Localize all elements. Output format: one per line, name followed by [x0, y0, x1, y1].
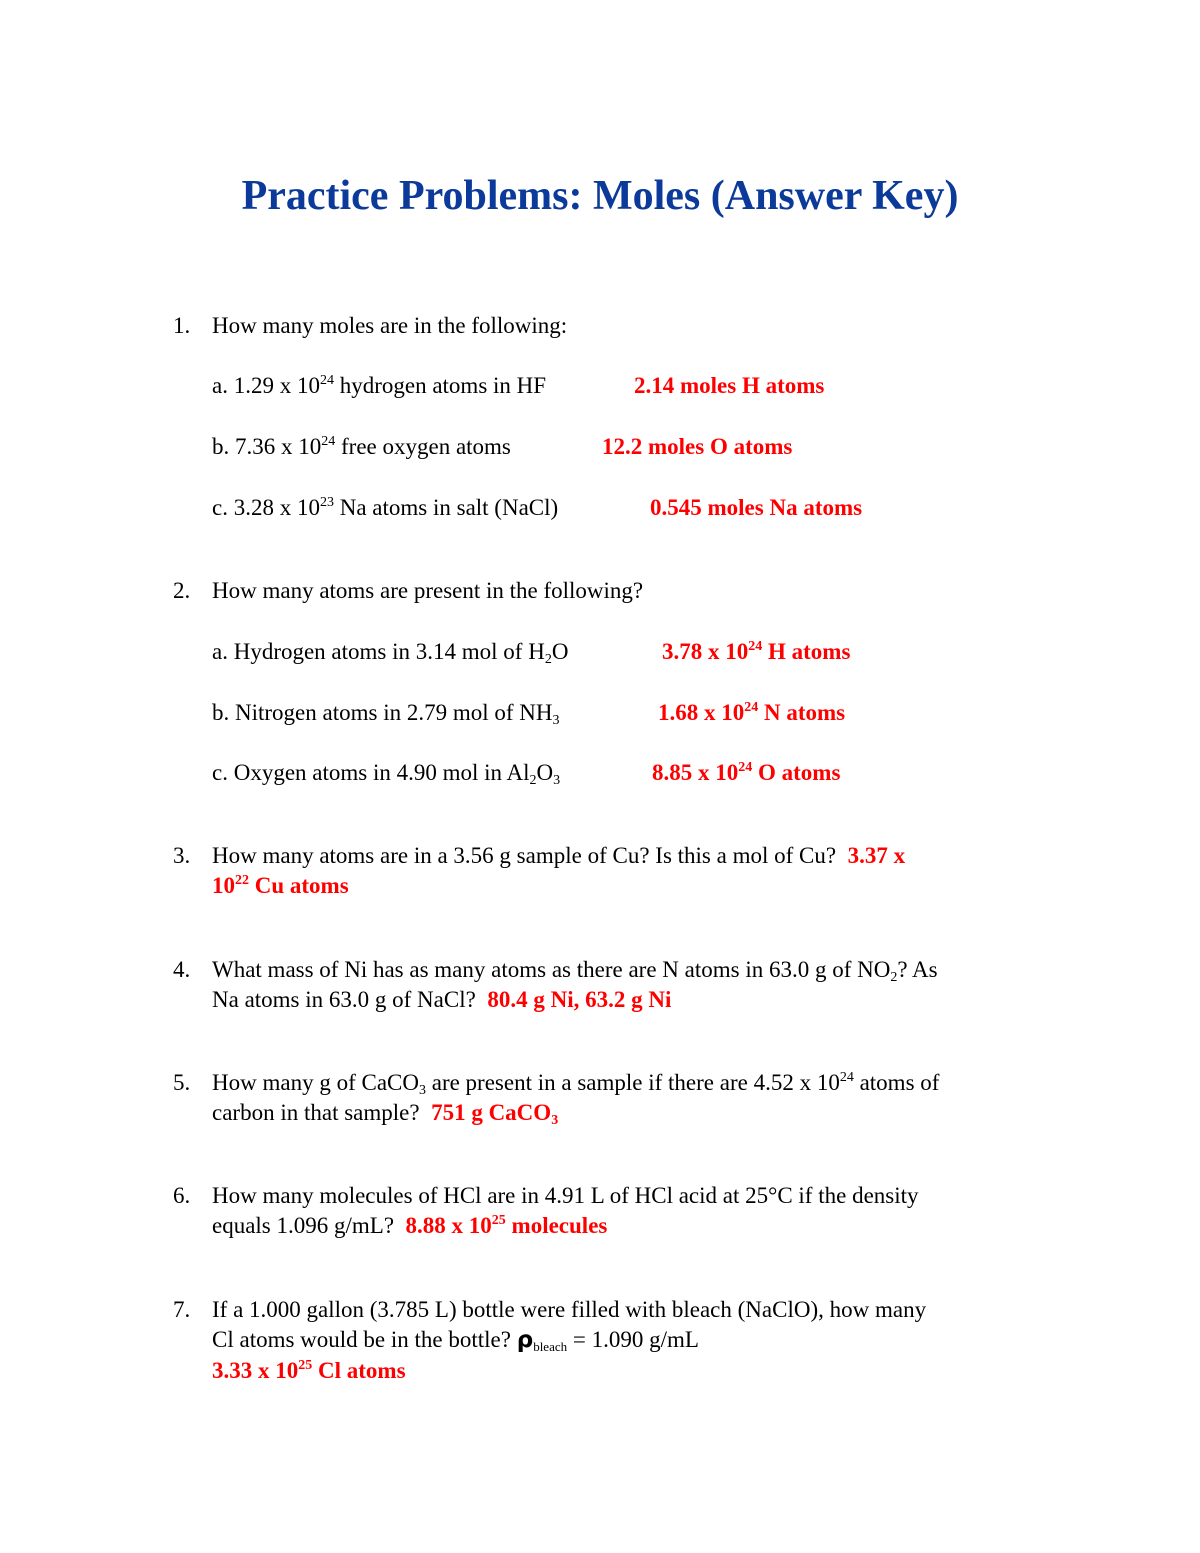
q1c-exponent: 23 [319, 495, 334, 510]
q7-density-value: = 1.090 g/mL [567, 1327, 699, 1352]
q1a-text-post: hydrogen atoms in HF [333, 373, 547, 398]
q2c-answer-pre: 8.85 x 10 [652, 760, 739, 785]
q6-answer-exponent: 25 [491, 1213, 506, 1228]
q1c-answer: 0.545 moles Na atoms [650, 495, 863, 520]
q2b-item [212, 698, 560, 728]
q1c-item [212, 493, 558, 523]
q4-line-1 [212, 955, 938, 985]
q7-answer-exponent: 25 [298, 1358, 313, 1373]
q5-text-pre: How many g of CaCO [212, 1070, 419, 1095]
q5-text-post: atoms of [853, 1070, 940, 1095]
q6-text-line-2: equals 1.096 g/mL? [212, 1213, 395, 1238]
q5-answer-subscript: 3 [551, 1113, 559, 1128]
q1b-item [212, 432, 511, 462]
q2c-subscript-1: 2 [529, 773, 537, 788]
q2b-answer-post: N atoms [758, 700, 846, 725]
q3-line-1 [212, 841, 905, 871]
q2c-text-pre: c. Oxygen atoms in 4.90 mol in Al [212, 760, 530, 785]
q3-number: 3. [173, 843, 191, 868]
q2c-text-mid: O [536, 760, 554, 785]
q1a-exponent: 24 [319, 373, 334, 388]
q6-line-1: How many molecules of HCl are in 4.91 L of HCl acid at 25°C if the density [212, 1183, 919, 1208]
q3-answer-post: Cu atoms [249, 873, 349, 898]
q2b-answer [658, 698, 845, 728]
q1c-text-pre: c. 3.28 x 10 [212, 495, 320, 520]
q5-line-1 [212, 1068, 939, 1098]
q3-answer-exponent: 22 [235, 873, 249, 888]
q6-line-2 [212, 1211, 607, 1241]
q2-number: 2. [173, 578, 191, 603]
q4-subscript: 2 [890, 970, 898, 985]
q1c-text-post: Na atoms in salt (NaCl) [333, 495, 559, 520]
q3-answer-pre: 3.37 x [847, 843, 906, 868]
q6-number: 6. [173, 1183, 191, 1208]
q7-text-line-2: Cl atoms would be in the bottle? [212, 1327, 511, 1352]
q1a-answer: 2.14 moles H atoms [634, 373, 825, 398]
q2b-subscript: 3 [552, 713, 560, 728]
q7-number: 7. [173, 1297, 191, 1322]
q5-answer [431, 1100, 559, 1128]
q4-text-post: ? As [897, 957, 938, 982]
q2a-answer [662, 637, 850, 667]
q1a-text-pre: a. 1.29 x 10 [212, 373, 320, 398]
q7-line-2 [212, 1325, 699, 1355]
q2c-answer [652, 758, 840, 788]
rho-subscript: bleach [533, 1339, 568, 1354]
q6-answer [406, 1213, 608, 1238]
q4-answer: 80.4 g Ni, 63.2 g Ni [487, 987, 672, 1012]
q6-answer-post: molecules [505, 1213, 608, 1238]
q2b-text-pre: b. Nitrogen atoms in 2.79 mol of NH [212, 700, 553, 725]
q5-subscript: 3 [418, 1083, 426, 1098]
q2c-answer-post: O atoms [752, 760, 841, 785]
q2a-text-pre: a. Hydrogen atoms in 3.14 mol of H [212, 639, 545, 664]
q5-text-line-2: carbon in that sample? [212, 1100, 420, 1125]
q2c-item [212, 758, 560, 788]
q7-answer-post: Cl atoms [312, 1358, 406, 1383]
q2a-answer-post: H atoms [762, 639, 851, 664]
q4-number: 4. [173, 957, 191, 982]
q4-text-line-2: Na atoms in 63.0 g of NaCl? [212, 987, 476, 1012]
q5-line-2 [212, 1098, 558, 1128]
q7-answer [212, 1356, 406, 1386]
rho-symbol: ρ [516, 1327, 534, 1353]
q2c-subscript-2: 3 [553, 773, 561, 788]
q3-answer-base: 10 [212, 873, 235, 898]
q2a-subscript: 2 [544, 652, 552, 667]
q1b-answer: 12.2 moles O atoms [602, 434, 793, 459]
q5-answer-pre: 751 g CaCO [431, 1100, 552, 1125]
q2c-answer-exponent: 24 [738, 760, 753, 775]
q2-text: How many atoms are present in the following? [212, 578, 644, 603]
q2b-answer-exponent: 24 [744, 700, 759, 715]
q7-answer-pre: 3.33 x 10 [212, 1358, 299, 1383]
page-title: Practice Problems: Moles (Answer Key) [241, 173, 959, 219]
q1a-item [212, 371, 546, 401]
q1b-exponent: 24 [321, 434, 336, 449]
q1b-text-post: free oxygen atoms [335, 434, 511, 459]
q3-answer-line-2 [212, 871, 349, 901]
q2a-answer-exponent: 24 [748, 639, 763, 654]
q4-text-pre: What mass of Ni has as many atoms as there are N atoms in 63.0 g of NO [212, 957, 891, 982]
q2a-answer-pre: 3.78 x 10 [662, 639, 749, 664]
q7-line-1: If a 1.000 gallon (3.785 L) bottle were filled with bleach (NaClO), how many [212, 1297, 927, 1322]
q5-number: 5. [173, 1070, 191, 1095]
q2a-item [212, 637, 568, 667]
q1b-text-pre: b. 7.36 x 10 [212, 434, 322, 459]
q5-text-mid: are present in a sample if there are 4.52 x 10 [425, 1070, 840, 1095]
q5-exponent: 24 [839, 1070, 854, 1085]
q2b-answer-pre: 1.68 x 10 [658, 700, 745, 725]
q3-text: How many atoms are in a 3.56 g sample of Cu? Is this a mol of Cu? [212, 843, 837, 868]
q6-answer-pre: 8.88 x 10 [405, 1213, 492, 1238]
q2a-text-post: O [551, 639, 569, 664]
q1-text: How many moles are in the following: [212, 313, 568, 338]
q4-line-2 [212, 985, 671, 1015]
q1-number: 1. [173, 313, 191, 338]
